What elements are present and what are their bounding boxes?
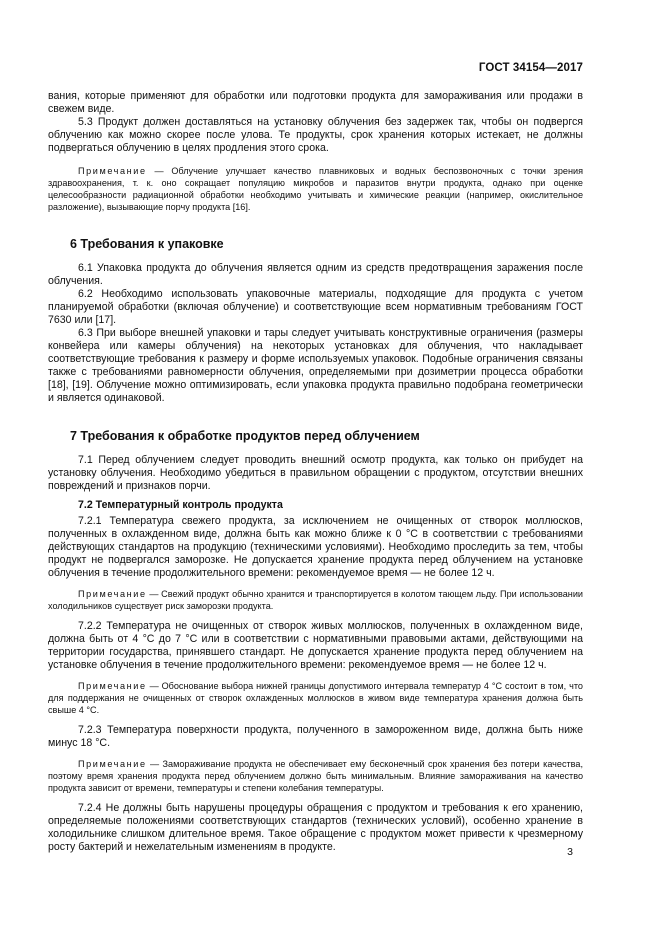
paragraph-7-2-4: 7.2.4 Не должны быть нарушены процедуры обращения с продуктом и требования к его хранению, определяемые положениями соответствующих стандартов (технических условий), особенно хранение в холодильнике слишком длительное время. Такое обращение с продуктом может привести к чрезмерному росту бактерий и нежелательным изменениям в продукте. — [48, 802, 583, 853]
paragraph-7-2-1: 7.2.1 Температура свежего продукта, за исключением не очищенных от створок моллюсков, полученных в охлажденном виде, должна быть как можно ближе к 0 °C в соответствии с требованиями действующих стандартов на продукцию (техническими условиями). Необходимо проследить за тем, чтобы продукт не подвергался заморозке. Не допускается хранение продукта перед облучением на установке облучения в течение продолжительного времени: рекомендуемое время — не более 12 ч. — [48, 515, 583, 579]
note-label: Примечание — [78, 681, 147, 691]
paragraph-7-2-3: 7.2.3 Температура поверхности продукта, полученного в замороженном виде, должна быть ниже минус 18 °C. — [48, 724, 583, 749]
section-6-heading: 6 Требования к упаковке — [70, 237, 224, 251]
page-body — [48, 90, 583, 854]
paragraph-6-2: 6.2 Необходимо использовать упаковочные материалы, подходящие для продукта с учетом планируемой обработки (включая облучение) и соответствующие всем нормативным требованиям ГОСТ 7630 или [17]. — [48, 288, 583, 326]
paragraph-7-2-2: 7.2.2 Температура не очищенных от створок живых моллюсков, полученных в охлажденном виде, должна быть от 4 °C до 7 °C или в соответствии с нормативными правовыми актами, действующими на территории государства, принявшего стандарт. Не допускается хранение продукта перед облучением на установке облучения в течение продолжительного времени: рекомендуемое время — не более 12 ч. — [48, 620, 583, 671]
note-4 — [48, 758, 583, 794]
note-text: — Замораживание продукта не обеспечивает ему бесконечный срок хранения без потери качества, поэтому время хранения продукта перед облучением должно быть минимальным. Влияние замораживания на качество продукта зависит от времени, температуры и степени колебания температуры. — [48, 759, 583, 793]
note-1 — [48, 165, 583, 213]
paragraph-6-1: 6.1 Упаковка продукта до облучения является одним из средств предотвращения заражения после облучения. — [48, 262, 583, 287]
note-text: — Облучение улучшает качество плавниковых и водных беспозвоночных с точки зрения здравоохранения, т. к. оно сокращает популяцию микробов и паразитов внутри продукта, однако при оценке целесообразности радиационной обработки необходимо учитывать и химические реакции (например, окислительное разложение), вызывающие порчу продукта [16]. — [48, 166, 583, 212]
note-text: — Обоснование выбора нижней границы допустимого интервала температур 4 °C состоит в том, что для поддержания не очищенных от створок охлажденных моллюсков в живом виде температура хранения должна быть свыше 4 °C. — [48, 681, 583, 715]
page-number: 3 — [567, 846, 573, 858]
subsection-7-2-heading: 7.2 Температурный контроль продукта — [78, 499, 283, 511]
document-code: ГОСТ 34154—2017 — [478, 62, 583, 74]
note-label: Примечание — [78, 166, 147, 176]
note-text: — Свежий продукт обычно хранится и транспортируется в колотом тающем льду. При использовании холодильников существует риск заморозки продукта. — [48, 589, 583, 611]
section-7-heading: 7 Требования к обработке продуктов перед облучением — [70, 429, 420, 443]
note-label: Примечание — [78, 759, 147, 769]
note-2 — [48, 588, 583, 612]
paragraph-7-1: 7.1 Перед облучением следует проводить внешний осмотр продукта, как только он прибудет на установку облучения. Необходимо убедиться в правильном обращении с продуктом, отсутствии внешних повреждений и признаков порчи. — [48, 454, 583, 492]
note-label: Примечание — [78, 589, 147, 599]
note-3 — [48, 680, 583, 716]
paragraph-continuation: вания, которые применяют для обработки или подготовки продукта для замораживания или продажи в свежем виде. — [48, 90, 583, 115]
paragraph-5-3: 5.3 Продукт должен доставляться на установку облучения без задержек так, чтобы он подвергся облучению как можно скорее после улова. Те продукты, срок хранения которых истекает, не должны подвергаться облучению в целях продления этого срока. — [48, 116, 583, 154]
paragraph-6-3: 6.3 При выборе внешней упаковки и тары следует учитывать конструктивные ограничения (размеры конвейера или камеры облучения) на некоторых установках для облучения, что накладывает соответствующие требования к размеру и форме используемых упаковок. Подобные ограничения связаны также с требованиями равномерности облучения, определяемыми при дозиметрии процесса обработки [18], [19]. Облучение можно оптимизировать, если упаковка продукта правильно подобрана геометрически и является одинаковой. — [48, 327, 583, 404]
